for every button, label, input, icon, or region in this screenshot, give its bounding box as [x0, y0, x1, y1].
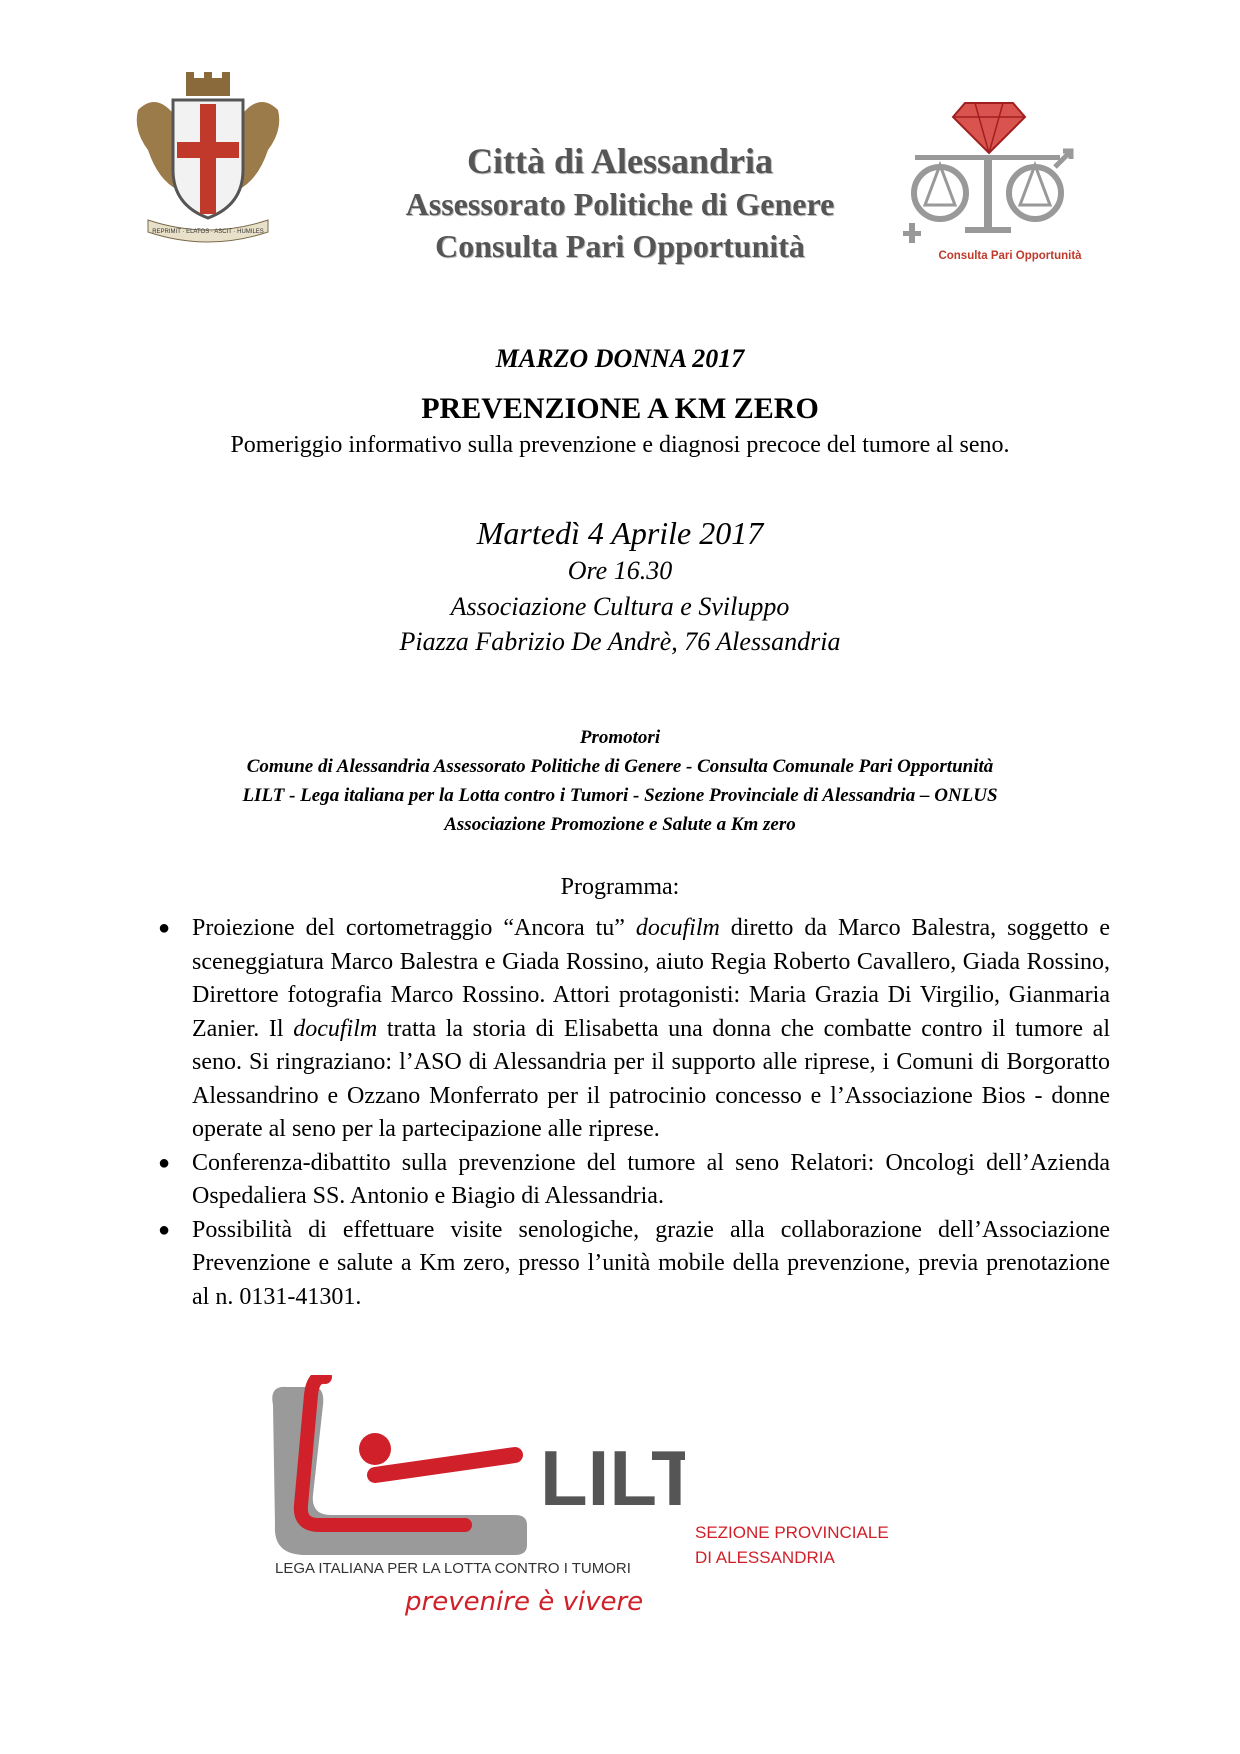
consulta-scales-logo — [895, 95, 1080, 265]
program-item-1-docufilm-2: docufilm — [293, 1015, 378, 1042]
promoter-line: Comune di Alessandria Assessorato Politiche di Genere - Consulta Comunale Pari Opportunità — [246, 756, 994, 777]
lilt-section-line-2: DI ALESSANDRIA — [695, 1548, 835, 1567]
header-city-title: Città di Alessandria — [466, 141, 774, 181]
lilt-section-line-1: SEZIONE PROVINCIALE — [695, 1523, 889, 1542]
header-department: Assessorato Politiche di Genere — [405, 186, 835, 222]
program-item-3-text: Possibilità di effettuare visite senologiche, grazie alla collaborazione dell’Associazione Prevenzione e salute a Km zero, presso l’unità mobile della prevenzione, previa prenotazione al n. 0131-41301. — [192, 1216, 1110, 1310]
program-item-2-text: Conferenza-dibattito sulla prevenzione del tumore al seno Relatori: Oncologi dell’Azienda Ospedaliera SS. Antonio e Biagio di Alessandria. — [192, 1149, 1110, 1209]
event-address: Piazza Fabrizio De Andrè, 76 Alessandria — [399, 627, 841, 656]
event-venue: Associazione Cultura e Sviluppo — [450, 592, 790, 621]
consulta-logo-caption: Consulta Pari Opportunità — [938, 250, 1082, 262]
program-title: Programma: — [560, 874, 680, 900]
lilt-full-name: LEGA ITALIANA PER LA LOTTA CONTRO I TUMORI — [275, 1560, 631, 1577]
bullet-icon: ● — [158, 917, 171, 939]
program-item-1-docufilm: docufilm — [635, 915, 720, 941]
lilt-name: LILT — [540, 1434, 685, 1522]
promoters-title: Promotori — [579, 727, 661, 748]
city-crest-logo — [128, 70, 288, 250]
bullet-icon: ● — [158, 1218, 171, 1241]
lilt-logo — [265, 1375, 685, 1625]
lilt-slogan: prevenire è vivere — [405, 1587, 644, 1617]
program-list — [150, 912, 1110, 1314]
program-item-1-text-a: Proiezione del cortometraggio “Ancora tu” — [192, 915, 636, 941]
program-item-1-text-e: tratta la storia di Elisabetta una donna che combatte contro il tumore al seno. Si ringraziano: l’ASO di Alessandria per il supporto alle riprese, i Comuni di Borgoratto Alessandrino e Ozzano Monferrato per il patrocinio concesso e l’Associazione Bios - donne operate al seno per la partecipazione alle riprese. — [192, 1015, 1110, 1142]
program-item — [150, 912, 1110, 1147]
promoter-line: Associazione Promozione e Salute a Km zero — [444, 814, 796, 835]
event-subtitle: Pomeriggio informativo sulla prevenzione e diagnosi precoce del tumore al seno. — [230, 432, 1010, 458]
event-title: PREVENZIONE A KM ZERO — [421, 392, 819, 425]
event-series: MARZO DONNA 2017 — [495, 344, 745, 373]
lilt-section-label — [695, 1520, 889, 1570]
event-date: Martedì 4 Aprile 2017 — [476, 515, 764, 551]
program-item — [150, 1214, 1110, 1315]
promoter-line: LILT - Lega italiana per la Lotta contro i Tumori - Sezione Provinciale di Alessandria – ONLUS — [242, 785, 998, 806]
bullet-icon: ● — [158, 1151, 171, 1174]
crest-motto-text: REPRIMIT · ELATOS · ASCIT · HUMILES — [152, 229, 264, 235]
header-consulta: Consulta Pari Opportunità — [435, 228, 805, 264]
program-item-1-text-c: diretto da Marco Balestra, soggetto e sceneggiatura Marco Balestra e Giada Rossino, aiuto Regia Roberto Cavallero, Giada Rossino, Direttore fotografia Marco Rossino. Attori protagonisti: Maria Grazia Di Virgilio, Gianmaria Zanier. Il — [192, 915, 1110, 1042]
event-time: Ore 16.30 — [567, 556, 673, 585]
program-item — [150, 1147, 1110, 1214]
